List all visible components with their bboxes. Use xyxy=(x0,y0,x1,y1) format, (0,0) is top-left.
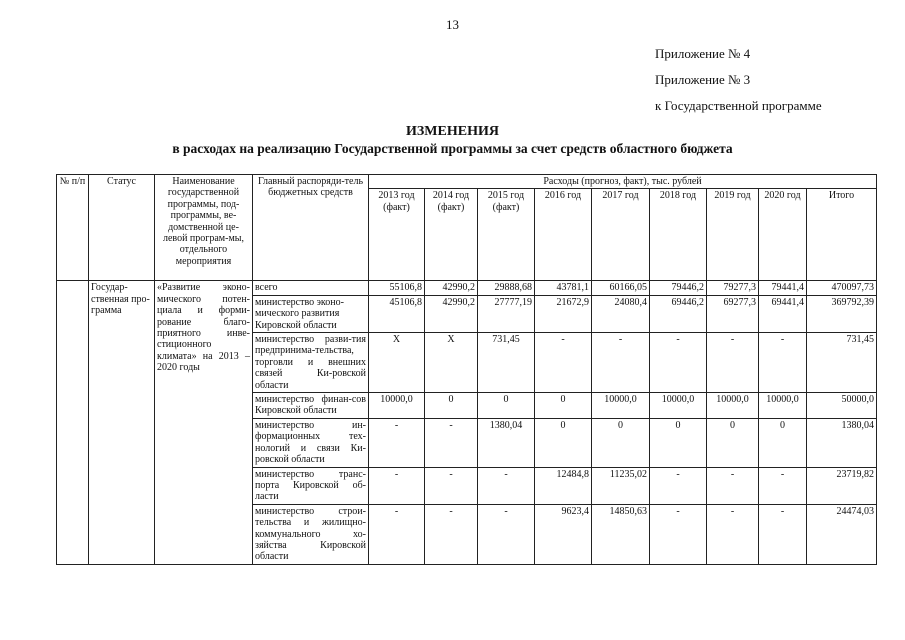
value-cell: 0 xyxy=(535,393,592,419)
header-expenses: Расходы (прогноз, факт), тыс. рублей xyxy=(369,175,877,189)
value-cell: 10000,0 xyxy=(592,393,650,419)
header-name: Наименование государственной программы, под-программы, ве-домственной це-левой програм-мы, отдельного мероприятия xyxy=(155,175,253,281)
appendix-line-1: Приложение № 4 xyxy=(655,46,751,61)
total-cell: 1380,04 xyxy=(807,418,877,467)
appendix-line-2: Приложение № 3 xyxy=(655,72,751,87)
value-cell: 60166,05 xyxy=(592,281,650,295)
value-cell: 0 xyxy=(535,418,592,467)
value-cell: 29888,68 xyxy=(478,281,535,295)
title-block xyxy=(0,123,905,157)
value-cell: 0 xyxy=(425,393,478,419)
program-name-cell: «Развитие эконо-мического потен-циала и форми-рование благо-приятного инве-стиционного климата» на 2013 – 2020 годы xyxy=(155,281,253,564)
header-year: 2014 год (факт) xyxy=(425,189,478,281)
document-subtitle: в расходах на реализацию Государственной программы за счет средств областного бюджета xyxy=(172,141,733,156)
value-cell: - xyxy=(707,467,759,504)
total-cell: 50000,0 xyxy=(807,393,877,419)
header-year: 2016 год xyxy=(535,189,592,281)
value-cell: 79441,4 xyxy=(759,281,807,295)
value-cell: - xyxy=(425,418,478,467)
value-cell: - xyxy=(707,333,759,393)
value-cell: - xyxy=(425,504,478,564)
header-year: 2019 год xyxy=(707,189,759,281)
manager-cell: министерство эконо-мического развития Кировской области xyxy=(253,295,369,332)
value-cell: - xyxy=(425,467,478,504)
value-cell: Х xyxy=(369,333,425,393)
value-cell: 9623,4 xyxy=(535,504,592,564)
value-cell: 0 xyxy=(707,418,759,467)
value-cell: - xyxy=(369,418,425,467)
value-cell: 731,45 xyxy=(478,333,535,393)
value-cell: 21672,9 xyxy=(535,295,592,332)
header-status: Статус xyxy=(89,175,155,281)
value-cell: - xyxy=(369,467,425,504)
expenses-table xyxy=(56,174,877,565)
header-year: 2013 год (факт) xyxy=(369,189,425,281)
value-cell: - xyxy=(369,504,425,564)
header-year: 2015 год (факт) xyxy=(478,189,535,281)
value-cell: 10000,0 xyxy=(369,393,425,419)
value-cell: 10000,0 xyxy=(707,393,759,419)
value-cell: 27777,19 xyxy=(478,295,535,332)
manager-cell: всего xyxy=(253,281,369,295)
total-cell: 470097,73 xyxy=(807,281,877,295)
value-cell: 42990,2 xyxy=(425,295,478,332)
value-cell: 43781,1 xyxy=(535,281,592,295)
header-row-1 xyxy=(57,175,877,189)
value-cell: 45106,8 xyxy=(369,295,425,332)
table-row xyxy=(57,281,877,295)
value-cell: - xyxy=(759,333,807,393)
header-year: 2018 год xyxy=(650,189,707,281)
value-cell: 1380,04 xyxy=(478,418,535,467)
value-cell: 0 xyxy=(759,418,807,467)
value-cell: 10000,0 xyxy=(759,393,807,419)
header-year: 2017 год xyxy=(592,189,650,281)
value-cell: - xyxy=(535,333,592,393)
value-cell: - xyxy=(759,504,807,564)
value-cell: 12484,8 xyxy=(535,467,592,504)
header-total: Итого xyxy=(807,189,877,281)
header-year: 2020 год xyxy=(759,189,807,281)
value-cell: - xyxy=(650,333,707,393)
value-cell: Х xyxy=(425,333,478,393)
manager-cell: министерство разви-тия предпринима-тельства, торговли и внешних связей Ки-ровской области xyxy=(253,333,369,393)
value-cell: 79277,3 xyxy=(707,281,759,295)
value-cell: - xyxy=(478,467,535,504)
value-cell: 24080,4 xyxy=(592,295,650,332)
value-cell: 69446,2 xyxy=(650,295,707,332)
value-cell: 42990,2 xyxy=(425,281,478,295)
row-number-cell xyxy=(57,281,89,564)
manager-cell: министерство транс-порта Кировской об-ласти xyxy=(253,467,369,504)
page-number: 13 xyxy=(446,17,459,32)
total-cell: 24474,03 xyxy=(807,504,877,564)
manager-cell: министерство финан-сов Кировской области xyxy=(253,393,369,419)
value-cell: - xyxy=(650,504,707,564)
value-cell: 69277,3 xyxy=(707,295,759,332)
value-cell: 79446,2 xyxy=(650,281,707,295)
appendix-line-3: к Государственной программе xyxy=(655,98,822,113)
manager-cell: министерство ин-формационных тех-нологий и связи Ки-ровской области xyxy=(253,418,369,467)
status-cell: Государ-ственная про-грамма xyxy=(89,281,155,564)
value-cell: - xyxy=(592,333,650,393)
value-cell: - xyxy=(707,504,759,564)
header-manager: Главный распоряди-тель бюджетных средств xyxy=(253,175,369,281)
value-cell: 10000,0 xyxy=(650,393,707,419)
manager-cell: министерство строи-тельства и жилищно-коммунального хо-зяйства Кировской области xyxy=(253,504,369,564)
value-cell: 69441,4 xyxy=(759,295,807,332)
value-cell: - xyxy=(478,504,535,564)
value-cell: 11235,02 xyxy=(592,467,650,504)
value-cell: 0 xyxy=(592,418,650,467)
value-cell: 0 xyxy=(478,393,535,419)
document-title: ИЗМЕНЕНИЯ xyxy=(406,124,499,139)
total-cell: 23719,82 xyxy=(807,467,877,504)
value-cell: - xyxy=(650,467,707,504)
value-cell: 0 xyxy=(650,418,707,467)
value-cell: 55106,8 xyxy=(369,281,425,295)
total-cell: 731,45 xyxy=(807,333,877,393)
value-cell: - xyxy=(759,467,807,504)
value-cell: 14850,63 xyxy=(592,504,650,564)
header-num: № п/п xyxy=(57,175,89,281)
total-cell: 369792,39 xyxy=(807,295,877,332)
